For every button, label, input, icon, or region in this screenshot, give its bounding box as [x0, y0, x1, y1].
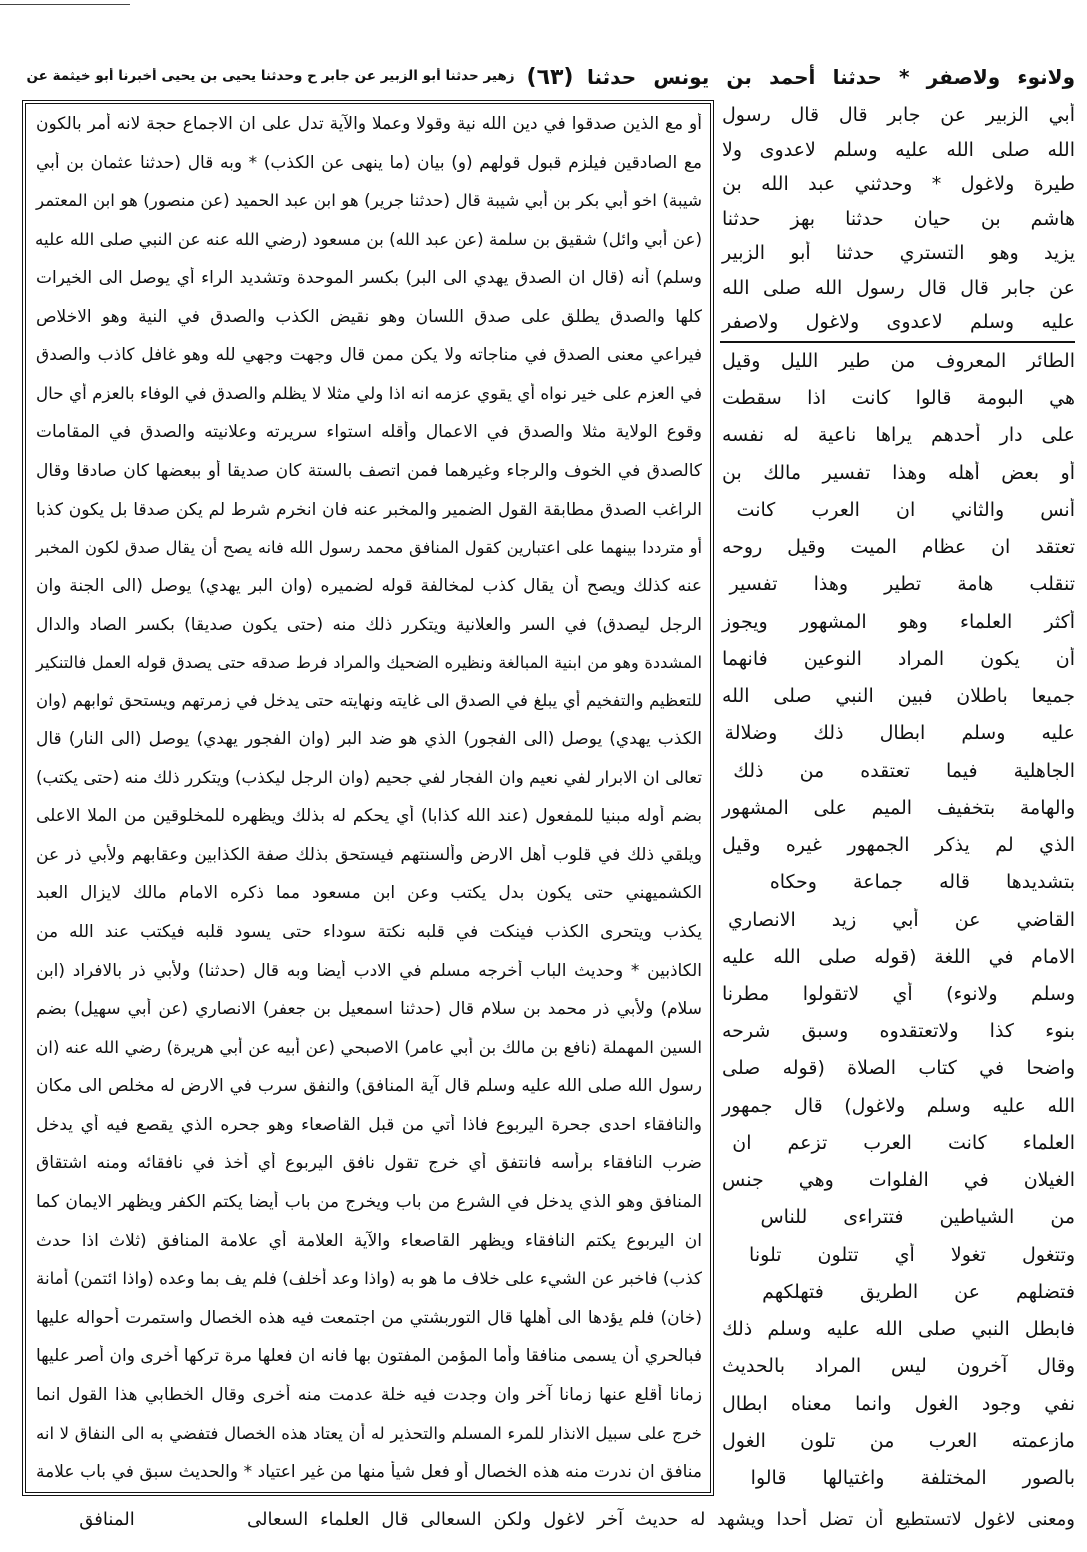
main-text-line: المشددة وهو من ابنية المبالغة ونظيره الضحيك والمراد فرط صدقه حتى يصدق قوله العمل فالتنكير [36, 653, 702, 673]
page-header [25, 56, 1075, 98]
margin-text-line: وتتغول تغولا أي تتلون تلونا [749, 1243, 1075, 1266]
margin-text-line: الله عليه وسلم ولاغول) قال جمهور [722, 1094, 1075, 1117]
margin-text-line: يزيد وهو التستري حدثنا أبو الزبير [722, 242, 1075, 265]
margin-text-line: العلماء كانت العرب تزعم ان [732, 1131, 1075, 1154]
margin-text-line: طيرة ولاغول * وحدثني عبد الله بن [722, 173, 1075, 196]
margin-text-line: مازعمته العرب من تلون الغول [722, 1429, 1075, 1452]
margin-text-line: جميعا باطلان فبين النبي صلى الله [722, 685, 1075, 708]
margin-text-line: وسلم ولانوء) أي لاتقولوا مطرنا [722, 982, 1075, 1005]
margin-text-line: الله صلى الله عليه وسلم لاعدوى ولا [722, 138, 1075, 161]
main-text-line: عنه كذلك ويصح أن يقال كذب لمخالفة قوله لضميره (وان البر يهدي) يوصل (الى الجنة وان [36, 575, 702, 596]
main-text-line: في العزم على خير نواه أي يقوي عزمه انه اذا ولي مثلا لا يظلم والصدق في الوفاء بالعزم أي حال [36, 382, 702, 403]
margin-column [720, 103, 1075, 1495]
top-edge-rule [0, 4, 130, 5]
margin-text-line: أو بعض أهله وهذا تفسير مالك بن [722, 461, 1075, 484]
margin-text-line: الامام في اللغة (قوله صلى الله عليه [722, 945, 1075, 968]
margin-text-line: الغيلان في الفلوات وهي جنس [722, 1169, 1075, 1192]
main-text-line: فيراعي معنى الصدق في مناجاته ولا يكن ممن قال وجهت وجهي لله وهو غافل كاذب والصدق [36, 345, 702, 366]
margin-text-line: الطائر المعروف من طير الليل وقيل [722, 350, 1075, 372]
margin-text-line: بالصور المختلفة واغتيالها قالوا [750, 1467, 1075, 1490]
main-text-line: للتعظيم والتفخيم أي يبلغ في الصدق الى غايته ونهايته حتى يدخل في زمرتهم ويستحق ثوابهم (وان [36, 690, 702, 710]
catchword: المنافق [79, 1509, 135, 1530]
margin-text-line: تعتقد ان عظام الميت وقيل روحه [722, 536, 1075, 559]
margin-text-line: عن جابر قال قال رسول الله صلى الله [722, 276, 1075, 299]
main-commentary-box [22, 100, 714, 1496]
main-text-line: ضرب النافقاء برأسه فانتفق أي خرج تقول نافق اليربوع أي أخذ في نافقائه ومنه اشتقاق [36, 1153, 702, 1174]
margin-text-line: أن يكون المراد النوعين فانهما [722, 647, 1075, 670]
margin-separator-rule [720, 341, 1075, 343]
main-text-line: شيبة) اخو أبي بكر بن أبي شيبة قال (حدثنا جرير) هو ابن عبد الحميد (عن منصور) هو ابن المعتمر [36, 190, 702, 211]
main-text-line: والنافقاء احدى جحرة اليربوع فاذا أتي من قبل القاصعاء وهو جحره الذي يقصع فيه أي يدخل [36, 1114, 702, 1135]
main-text-line: (عن أبي وائل) شقيق بن سلمة (عن عبد الله) بن مسعود (رضي الله عنه عن النبي صلى الله عليه [35, 228, 702, 249]
main-text-line: وسلم) أنه (قال ان الصدق يهدي الى البر) بكسر الموحدة وتشديد الراء أي يوصل الى الخيرات [36, 267, 702, 288]
margin-text-line: الجاهلية فيما تعتقده من ذلك [733, 759, 1075, 782]
main-text-line: خرج على سبيل الانذار للمرء المسلم والتحذير له أن يعتاد هذه الخصال فتفضي به الى النفاق لا انه [36, 1423, 702, 1443]
main-text-line: الكاذبين * وحديث الباب أخرجه مسلم في الادب أيضا وبه قال (حدثنا) ولأبي ذر بالافراد (ابن [36, 960, 702, 981]
footer-text-line: ومعنى لاغول لاتستطيع أن تضل أحدا ويشهد له حديث آخر لاغول ولكن السعالى قال العلماء السعالى [247, 1509, 1075, 1530]
margin-text-line: عليه وسلم لاعدوى ولاغول ولاصفر [722, 311, 1075, 334]
margin-commentary-text [720, 349, 1075, 1491]
margin-text-line: وقال آخرون ليس المراد بالحديث [722, 1355, 1075, 1378]
margin-text-line: على دار أحدهم يراها ناعية له نفسه [722, 424, 1075, 447]
margin-text-line: فتضلهم عن الطريق فتهلكهم [762, 1280, 1075, 1303]
page-number: (٦٣) [526, 64, 574, 90]
margin-text-line: أكثر العلماء وهو المشهور ويجوز [722, 610, 1075, 633]
margin-text-line: فابطل النبي صلى الله عليه وسلم ذلك [722, 1318, 1075, 1341]
main-text-line: الراغب الصدق مطابقة القول الضمير والمخبر عنه فان انخرم شرط لم يكن صدقا بل يكون كذبا [36, 499, 702, 520]
main-text-line: المنافق وهو الذي يدخل في الشرع من باب ويخرج من باب أيضا يكتم الكفر ويظهر الايمان كما [36, 1192, 702, 1213]
margin-text-line: بتشديدها قاله جماعة وحكاه [769, 871, 1075, 894]
page-footer [0, 1504, 1087, 1544]
margin-text-line: أنس والثاني ان العرب كانت [736, 498, 1075, 521]
margin-text-line: واضحا في كتاب الصلاة (قوله صلى [722, 1057, 1075, 1080]
main-text-line: منافق ان ندرت منه هذه الخصال أو فعل شيأ منها من غير اعتياد * والحديث سبق في باب علامة [36, 1461, 702, 1482]
main-text-line: كلها والصدق يطلق على صدق اللسان وهو نقيض الكذب والصدق في النية وهو الاخلاص [36, 306, 702, 327]
main-text-line: مع الصادقين فيلزم قبول قولهم (و) بيان (ما ينهى عن الكذب) * وبه قال (حدثنا عثمان بن أبي [36, 152, 702, 173]
margin-text-line: هاشم بن حيان حدثنا بهز حدثنا [722, 207, 1075, 230]
main-text-line: سلام) ولأبي ذر محمد بن سلام قال (حدثنا اسمعيل بن جعفر) الانصاري (عن أبي سهيل) بضم [36, 999, 702, 1020]
margin-text-line: عليه وسلم ابطال ذلك وضلالة [724, 722, 1075, 745]
main-text-line: (خان) فلم يؤدها الى أهلها قال التوربشتي من اجتمعت فيه هذه الخصال واستمرت أحواله عليها [36, 1307, 702, 1328]
main-text-line: الرجل ليصدق) في السر والعلانية ويتكرر ذلك منه (حتى يكون صديقا) بكسر الصاد والدال [36, 614, 702, 635]
main-text-line: كذب) فاخبر عن الشيء على خلاف ما هو به (واذا وعد أخلف) فلم يف بما وعده (واذا ائتمن) أمانة [36, 1268, 702, 1289]
main-text-line: وقوع الولاية مثلا والصدق في الاعمال وأقله استواء سريرته وعلانيته والصدق في المقامات [36, 422, 702, 443]
margin-text-line: بنوء كذا ولاتعتقدوه وسبق شرحه [722, 1020, 1075, 1043]
main-text-line: أو مع الذين صدقوا في دين الله نية وقولا وعملا والآية تدل على ان الاجماع حجة لانه أمر بالكون [36, 114, 702, 134]
main-text-line: زمانا أقلع عنها زمانا آخر وان وجدت فيه خلة عدمت منه أخرى وقال الخطابي هذا القول انما [36, 1385, 702, 1406]
main-text-line: السين المهملة (نافع بن مالك بن أبي عامر) الاصبحي (عن أبيه عن أبي هريرة) رضي الله عنه (ان [36, 1036, 702, 1057]
margin-text-line: الذي لم يذكر الجمهور غيره وقيل [722, 834, 1075, 857]
main-text-line: يكذب ويتحرى الكذب فينكت في قلبه نكتة سوداء حتى يسود قلبه فيكتب عند الله من [36, 921, 702, 942]
margin-text-line: من الشياطين فتتراءى للناس [760, 1206, 1075, 1229]
margin-text-line: القاضي عن أبي زيد الانصاري [728, 908, 1075, 931]
main-text-line: أو مترددا بينهما على اعتبارين كقول المنافق محمد رسول الله فانه يصح أن يقال صدق لكون المخبر [36, 538, 702, 558]
margin-hadith-text [720, 103, 1075, 335]
header-text-right: ولانوء ولاصفر * حدثنا أحمد بن يونس حدثنا [587, 65, 1075, 89]
margin-text-line: أبي الزبير عن جابر قال قال رسول [722, 104, 1075, 126]
header-text-left: زهير حدثنا أبو الزبير عن جابر ح وحدثنا يحيى بن يحيى أخبرنا أبو خيثمة عن [26, 68, 515, 85]
main-text-line: فبالحري أن يسمى منافقا وأما المؤمن المفتون بها فانه ان فعلها مرة تركها أخرى وان أصر عليها [36, 1346, 702, 1367]
main-text-line: تعالى ان الابرار لفي نعيم وان الفجار لفي جحيم (وان الرجل ليكذب) ويتكرر ذلك منه (حتى يكتب) [36, 766, 702, 787]
main-text-line: كالصدق في الخوف والرجاء وغيرهما فمن اتصف بالستة كان صديقا أو ببعضها كان صادقا وقال [36, 460, 702, 481]
main-text-line: بضم أوله مبنيا للمفعول (عند الله كذابا) أي يحكم له بذلك ويظهره للمخلوقين من الملا الاعلى [36, 805, 702, 826]
main-text-line: رسول الله صلى الله عليه وسلم قال آية المنافق) والنفق سرب في الارض له مخلص الى مكان [36, 1076, 702, 1097]
margin-text-line: تنقلب هامة تطير وهذا تفسير [729, 573, 1075, 596]
main-text-line: الكذب يهدي) يوصل (الى الفجور) الذي هو ضد البر (وان الفجور يهدي) يوصل (الى النار) قال [36, 728, 702, 749]
margin-text-line: هي البومة قالوا كانت اذا سقطت [722, 387, 1075, 410]
margin-text-line: نفي وجود الغول وانما معناه ابطال [722, 1392, 1075, 1415]
main-text-line: ويلقي ذلك في قلوب أهل الارض وألسنتهم فيستحق بذلك صفة الكذابين وعقابهم ولأبي ذر عن [36, 844, 702, 865]
margin-text-line: والهامة بتخفيف الميم على المشهور [722, 796, 1075, 819]
main-text-line: الكشميهني حتى يكون بدل يكتب وعن ابن مسعود مما ذكره الامام مالك لايزال العبد [36, 883, 702, 904]
main-text-line: ان اليربوع يكتم النافقاء ويظهر القاصعاء والآية العلامة أي علامة المنافق (ثلاث اذا حدث [36, 1230, 702, 1251]
